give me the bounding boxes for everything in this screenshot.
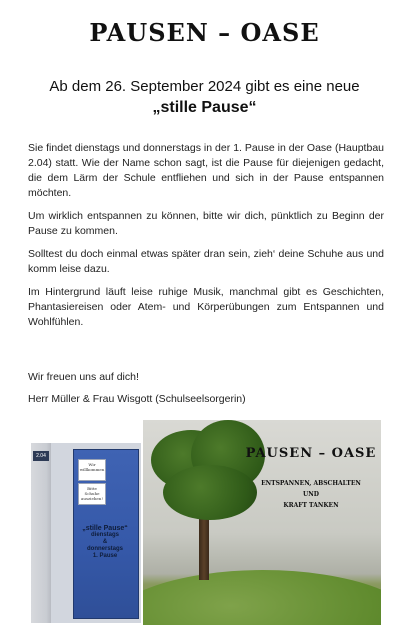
door-sign-welcome: Wir willkommen (78, 459, 106, 481)
signature: Herr Müller & Frau Wisgott (Schulseelsorgerin) (28, 393, 246, 405)
door-text-line: 1. Pause (92, 553, 118, 559)
hill (143, 570, 381, 625)
closing (28, 370, 384, 414)
paragraph: Um wirklich entspannen zu können, bitte wir dich, pünktlich zu Beginn der Pause zu kommen. (28, 210, 384, 237)
headline-line-2: „stille Pause“ (152, 99, 257, 116)
greeting: Wir freuen uns auf dich! (28, 371, 139, 383)
page-title: PAUSEN – OASE (89, 18, 320, 47)
door-text-line: „stille Pause“ (82, 525, 128, 532)
paragraph: Sie findet dienstags und donnerstags in der 1. Pause in der Oase (Hauptbau 2.04) statt. Wie der Name schon sagt, ist die Pause für diejenigen gedacht, die dem Lärm der Schule entfliehen und sich in der Pause entspannen möchten. (28, 142, 384, 199)
door-photo (31, 443, 141, 623)
paragraph: Im Hintergrund läuft leise ruhige Musik, manchmal gibt es Geschichten, Phantasiereisen oder Atem- und Körperübungen zum Entspannen und Wohlfühlen. (28, 286, 384, 328)
door-sign-shoes: Bitte Schuhe ausziehen! (78, 483, 106, 505)
door-text-line: dienstags (90, 532, 119, 538)
oase-subtitle-line: KRAFT TANKEN (283, 502, 339, 509)
headline-line-1: Ab dem 26. September 2024 gibt es eine neue (49, 78, 360, 95)
oase-photo (143, 420, 381, 625)
headline (0, 76, 409, 118)
oase-photo-title: PAUSEN – OASE (245, 446, 377, 461)
body-text (28, 141, 384, 338)
paragraph: Solltest du doch einmal etwas später dran sein, zieh‘ deine Schuhe aus und komm leise dazu. (28, 248, 384, 275)
oase-subtitle-line: UND (303, 491, 319, 498)
door-schedule-text (73, 525, 137, 560)
tree-trunk (199, 515, 209, 580)
door-text-line: donnerstags (86, 546, 123, 552)
door-text-line: & (102, 539, 108, 545)
oase-photo-subtitle (241, 478, 381, 511)
room-plate: 2.04 (33, 451, 49, 461)
oase-subtitle-line: ENTSPANNEN, ABSCHALTEN (261, 480, 361, 487)
